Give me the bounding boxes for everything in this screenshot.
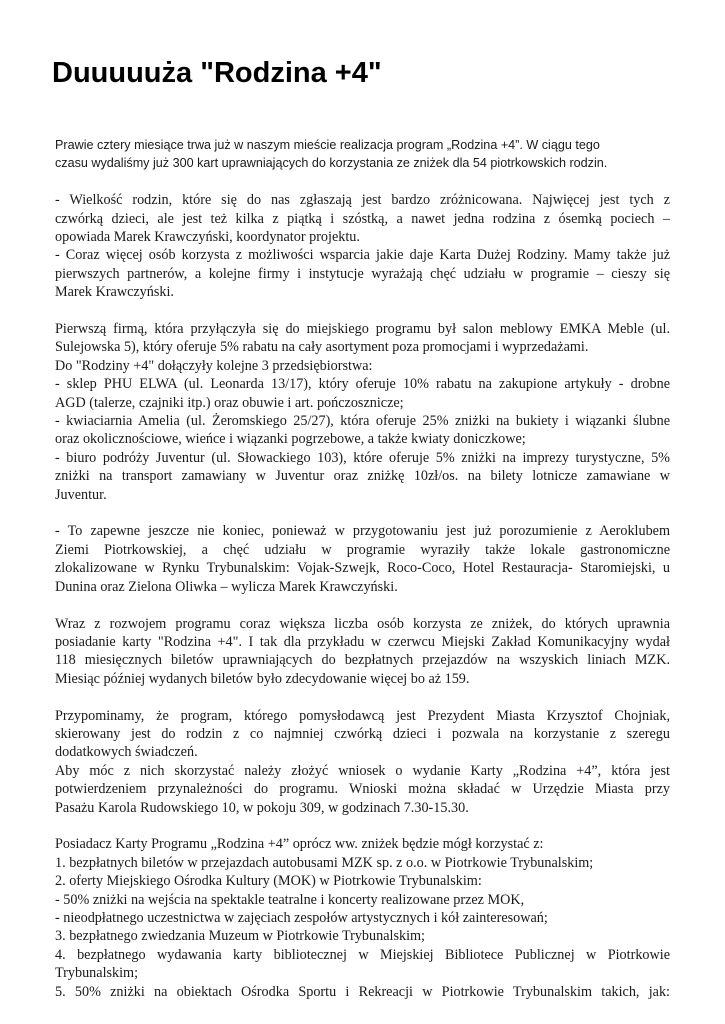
paragraph-mzk-tickets	[55, 615, 670, 689]
text-line: Sulejowska 5), który oferuje 5% rabatu na cały asortyment poza promocjami i wyprzedażami.	[55, 339, 589, 356]
text-line: Wraz z rozwojem programu coraz większa liczba osób korzysta ze zniżek, do których uprawnia	[55, 615, 670, 632]
text-line: - 50% zniżki na wejścia na spektakle teatralne i koncerty realizowane przez MOK,	[55, 891, 525, 908]
text-line: - Wielkość rodzin, które się do nas zgłaszają jest bardzo zróżnicowana. Najwięcej jest tych z	[55, 192, 670, 209]
text-line: 1. bezpłatnych biletów w przejazdach autobusami MZK sp. z o.o. w Piotrkowie Trybunalskim;	[55, 854, 594, 871]
text-line: 2. oferty Miejskiego Ośrodka Kultury (MOK) w Piotrkowie Trybunalskim:	[55, 873, 482, 890]
text-line: Marek Krawczyński.	[55, 284, 174, 301]
text-line: - sklep PHU ELWA (ul. Leonarda 13/17), który oferuje 10% rabatu na zakupione artykuły - drobne	[55, 376, 670, 393]
paragraph-family-sizes	[55, 191, 670, 301]
text-line: 5. 50% zniżki na obiektach Ośrodka Sportu i Rekreacji w Piotrkowie Trybunalskim takich, jak:	[55, 983, 670, 1000]
text-line: Juventur.	[55, 486, 107, 503]
paragraph-card-benefits	[55, 835, 670, 1001]
text-line: potwierdzeniem przynależności do programu. Wnioski można składać w Urzędzie Miasta przy	[55, 781, 670, 798]
text-line: zlokalizowane w Rynku Trybunalskim: Vojak-Szwejk, Roco-Coco, Hotel Restauracja- Staromiejski, u	[55, 560, 670, 577]
text-line: 4. bezpłatnego wydawania karty bibliotecznej w Miejskiej Bibliotece Publicznej w Piotrkowie	[55, 946, 670, 963]
text-line: oraz okolicznościowe, wieńce i wiązanki pogrzebowe, a także kwiaty doniczkowe;	[55, 431, 526, 448]
text-line: czwórką dzieci, ale jest też kilka z piątką i szóstką, a nawet jedna rodzina z ósemką pociech –	[55, 210, 670, 227]
text-line: Pierwszą firmą, która przyłączyła się do miejskiego programu był salon meblowy EMKA Meble (ul.	[55, 321, 670, 338]
paragraph-partners	[55, 320, 670, 504]
text-line: Przypominamy, że program, którego pomysłodawcą jest Prezydent Miasta Krzysztof Chojniak,	[55, 707, 670, 724]
text-line: - Coraz więcej osób korzysta z możliwości wsparcia jakie daje Karta Dużej Rodziny. Mamy także już	[55, 247, 670, 264]
text-line: - To zapewne jeszcze nie koniec, ponieważ w przygotowaniu jest już porozumienie z Aeroklubem	[55, 523, 670, 540]
text-line: Ziemi Piotrkowskiej, a chęć udziału w programie wyraziły także lokale gastronomiczne	[55, 541, 670, 558]
text-line: Pasażu Karola Rudowskiego 10, w pokoju 309, w godzinach 7.30-15.30.	[55, 799, 469, 816]
text-line: Aby móc z nich skorzystać należy złożyć wniosek o wydanie Karty „Rodzina +4”, która jest	[55, 762, 670, 779]
text-line: skierowany jest do rodzin z co najmniej czwórką dzieci i pozwala na korzystanie z szeregu	[55, 725, 670, 742]
text-line: czasu wydaliśmy już 300 kart uprawniających do korzystania ze zniżek dla 54 piotrkowskich rodzin.	[55, 156, 608, 171]
text-line: Miesiąc później wydanych biletów było zdecydowanie więcej bo aż 159.	[55, 670, 470, 687]
text-line: Posiadacz Karty Programu „Rodzina +4” oprócz ww. zniżek będzie mógł korzystać z:	[55, 836, 544, 853]
text-line: Trybunalskim;	[55, 965, 139, 982]
text-line: dodatkowych świadczeń.	[55, 744, 198, 761]
text-line: Dunina oraz Zielona Oliwka – wylicza Marek Krawczyński.	[55, 578, 398, 595]
text-line: opowiada Marek Krawczyński, koordynator projektu.	[55, 229, 360, 246]
text-line: - biuro podróży Juventur (ul. Słowackiego 103), które oferuje 5% zniżki na imprezy turystyczne, 5%	[55, 449, 670, 466]
text-line: Do "Rodziny +4" dołączyły kolejne 3 przedsiębiorstwa:	[55, 357, 373, 374]
text-line: AGD (talerze, czajniki itp.) oraz obuwie i art. pończosznicze;	[55, 394, 404, 411]
text-line: pierwszych partnerów, a kolejne firmy i instytucje wyrażają chęć udziału w programie – cieszy się	[55, 265, 670, 282]
paragraph-intro	[55, 136, 670, 173]
text-line: posiadanie karty "Rodzina +4". I tak dla przykładu w czerwcu Miejski Zakład Komunikacyjny wydał	[55, 633, 670, 650]
paragraph-future-partners	[55, 522, 670, 596]
text-line: zniżki na transport zamawiany w Juventur oraz zniżkę 10zł/os. na bilety lotnicze zamawiane w	[55, 468, 670, 485]
article-title: Duuuuuża "Rodzina +4"	[52, 57, 382, 89]
text-line: - kwiaciarnia Amelia (ul. Żeromskiego 25/27), która oferuje 25% zniżki na bukiety i wiązanki ślubne	[55, 413, 670, 430]
paragraph-reminder	[55, 707, 670, 817]
text-line: Prawie cztery miesiące trwa już w naszym mieście realizacja program „Rodzina +4”. W ciągu tego	[55, 138, 600, 152]
article-body	[55, 136, 670, 1019]
text-line: - nieodpłatnego uczestnictwa w zajęciach zespołów artystycznych i kół zainteresowań;	[55, 909, 548, 926]
text-line: 3. bezpłatnego zwiedzania Muzeum w Piotrkowie Trybunalskim;	[55, 928, 425, 945]
text-line: 118 miesięcznych biletów uprawniających do bezpłatnych przejazdów na wszyskich liniach MZK.	[55, 652, 670, 669]
